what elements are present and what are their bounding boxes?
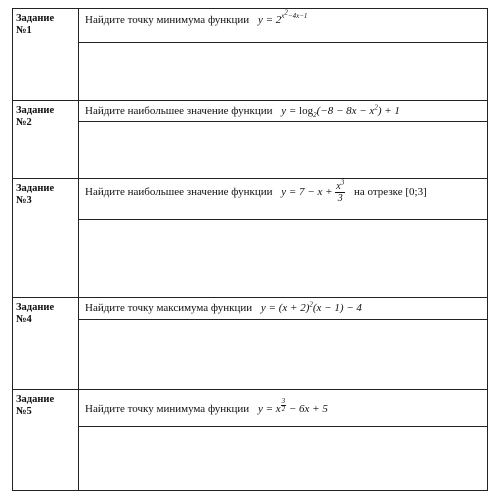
- task-formula-2: $y = \log_2(-8 - 8x - x^2) + 1$: [281, 103, 400, 120]
- task-label-3: Задание №3: [13, 179, 79, 298]
- task-row-4: [13, 298, 488, 390]
- task-label-1: Задание №1: [13, 9, 79, 101]
- task-formula-4: $y = (x + 2)^2(x - 1) - 4$: [260, 300, 362, 314]
- task-suffix-3: на отрезке [0;3]: [353, 186, 427, 199]
- task-cell-1: [79, 9, 488, 101]
- task-cell-4: [79, 298, 488, 390]
- task-row-3: [13, 179, 488, 298]
- task-prompt-2: [79, 101, 487, 121]
- task-prompt-5: [79, 390, 487, 426]
- task-text-5: Найдите точку минимума функции: [85, 402, 250, 415]
- answer-area-2[interactable]: [79, 121, 487, 177]
- task-label-4: Задание №4: [13, 298, 79, 390]
- task-cell-2: [79, 101, 488, 179]
- task-row-2: [13, 101, 488, 179]
- task-row-1: [13, 9, 488, 101]
- task-prompt-4: [79, 298, 487, 319]
- task-label-2: Задание №2: [13, 101, 79, 179]
- task-text-1: Найдите точку минимума функции: [85, 13, 250, 26]
- task-label-5: Задание №5: [13, 390, 79, 491]
- task-text-4: Найдите точку максимума функции: [85, 302, 253, 314]
- task-formula-1: $y = 2^{x^2-4x-1}$: [257, 9, 308, 26]
- task-row-5: [13, 390, 488, 491]
- task-prompt-3: [79, 179, 487, 219]
- task-text-2: Найдите наибольшее значение функции: [85, 105, 273, 117]
- answer-area-5[interactable]: [79, 426, 487, 485]
- answer-area-1[interactable]: [79, 42, 487, 99]
- answer-area-3[interactable]: [79, 219, 487, 292]
- task-cell-3: [79, 179, 488, 298]
- task-formula-3: y = 7 − x + $\frac{x^3}{3}$: [281, 178, 345, 204]
- task-formula-5: y = x $^{\frac{3}{2}}$ − 6x + 5: [257, 397, 328, 415]
- task-cell-5: [79, 390, 488, 491]
- tasks-table: [12, 8, 488, 491]
- task-text-3: Найдите наибольшее значение функции: [85, 186, 273, 199]
- answer-area-4[interactable]: [79, 319, 487, 388]
- task-prompt-1: [79, 9, 487, 42]
